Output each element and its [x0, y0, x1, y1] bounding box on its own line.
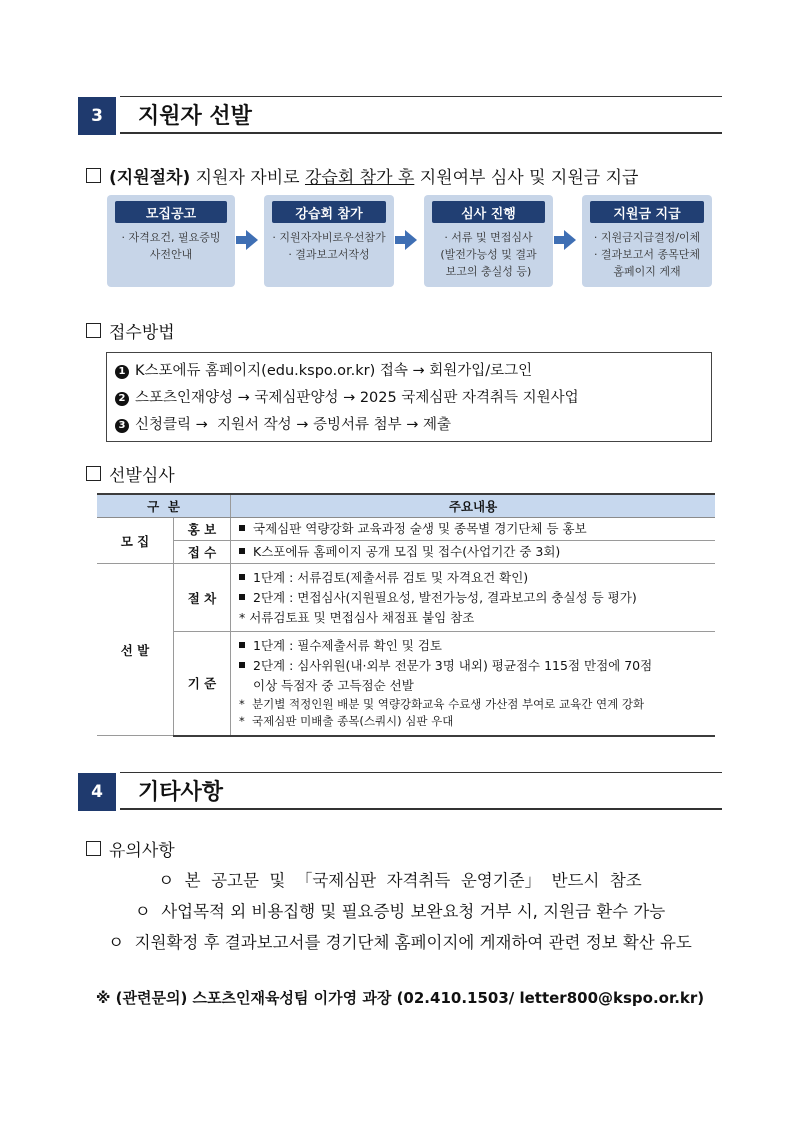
divider — [120, 96, 722, 97]
checkbox-bullet-icon — [86, 466, 101, 481]
arrow-right-icon — [246, 230, 258, 250]
square-bullet-icon — [239, 642, 245, 648]
flow-step-body — [424, 229, 553, 280]
arrow-right-icon — [564, 230, 576, 250]
procedure-label: (지원절차) — [109, 168, 191, 188]
table-row — [97, 564, 715, 632]
arrow-right-icon — [405, 230, 417, 250]
flow-step-body — [264, 229, 394, 263]
selection-title: 선발심사 — [109, 466, 175, 486]
flow-step-workshop — [264, 195, 394, 287]
notice-item: ㅇ 본 공고문 및 「국제심판 자격취득 운영기준」 반드시 참조 — [158, 871, 642, 890]
apply-step — [115, 413, 451, 434]
square-bullet-icon — [239, 548, 245, 554]
flow-step-line: · 자격요건, 필요증빙 — [121, 231, 221, 244]
row-label-procedure: 절 차 — [174, 564, 231, 632]
flow-step-body — [107, 229, 235, 263]
notice-heading — [86, 836, 175, 861]
apply-step-text: K스포에듀 홈페이지(edu.kspo.or.kr) 접속 → 회원가입/로그인 — [135, 363, 533, 379]
row-text: K스포에듀 홈페이지 공개 모집 및 접수(사업기간 중 3회) — [253, 544, 561, 559]
row-group-select: 선 발 — [97, 564, 174, 736]
table-row — [97, 632, 715, 736]
flow-step-line: · 결과보고서작성 — [288, 248, 370, 261]
apply-step-text: 신청클릭 → 지원서 작성 → 증빙서류 첨부 → 제출 — [135, 417, 452, 433]
table-header-row — [97, 494, 715, 518]
row-note: * 서류검토표 및 면접심사 채점표 붙임 참조 — [239, 609, 475, 625]
divider — [120, 808, 722, 810]
apply-method-heading — [86, 318, 175, 343]
flow-step-title: 모집공고 — [115, 201, 227, 223]
square-bullet-icon — [239, 525, 245, 531]
flow-step-title: 심사 진행 — [432, 201, 545, 223]
apply-step-text: 스포츠인재양성 → 국제심판양성 → 2025 국제심판 자격취득 지원사업 — [135, 390, 579, 406]
section-3-header — [78, 97, 722, 135]
procedure-underlined-text: 강습회 참가 후 — [304, 168, 415, 188]
section-title: 지원자 선발 — [138, 104, 252, 129]
flow-step-review — [424, 195, 553, 287]
row-content — [231, 518, 716, 541]
notice-item: ㅇ 사업목적 외 비용집행 및 필요증빙 보완요청 거부 시, 지원금 환수 가능 — [134, 902, 666, 921]
row-note: * 국제심판 미배출 종목(스쿼시) 심판 우대 — [239, 713, 454, 728]
step-number-badge: 2 — [115, 392, 129, 406]
divider — [120, 132, 722, 134]
section-4-header — [78, 773, 722, 811]
row-content — [231, 541, 716, 564]
section-title: 기타사항 — [138, 780, 224, 805]
divider — [120, 772, 722, 773]
flow-step-line: · 서류 및 면접심사 — [444, 231, 533, 244]
row-text: 2단계 : 심사위원(내·외부 전문가 3명 내외) 평균점수 115점 만점에 70점 — [253, 657, 653, 673]
notice-item: ㅇ 지원확정 후 결과보고서를 경기단체 홈페이지에 게재하여 관련 정보 확산 유도 — [108, 933, 692, 952]
square-bullet-icon — [239, 594, 245, 600]
notice-title: 유의사항 — [109, 841, 175, 861]
flow-step-payment — [582, 195, 712, 287]
row-text: 2단계 : 면접심사(지원필요성, 발전가능성, 결과보고의 충실성 등 평가) — [253, 589, 637, 605]
row-note: * 분기별 적정인원 배분 및 역량강화교육 수료생 가산점 부여로 교육간 연계 강화 — [239, 696, 645, 711]
contact-info: ※ (관련문의) 스포츠인재육성팀 이가영 과장 (02.410.1503/ letter800@kspo.or.kr) — [95, 989, 705, 1007]
row-label-receipt: 접 수 — [174, 541, 231, 564]
step-number-badge: 3 — [115, 419, 129, 433]
flow-step-title: 지원금 지급 — [590, 201, 704, 223]
procedure-text: 지원자 자비로 — [190, 168, 305, 188]
checkbox-bullet-icon — [86, 841, 101, 856]
row-label-criteria: 기 준 — [174, 632, 231, 736]
apply-method-title: 접수방법 — [109, 323, 175, 343]
row-content — [231, 632, 716, 736]
flow-step-line: 사전안내 — [149, 248, 193, 261]
row-label-promo: 홍 보 — [174, 518, 231, 541]
step-number-badge: 1 — [115, 365, 129, 379]
procedure-text: 지원여부 심사 및 지원금 지급 — [414, 168, 639, 188]
row-text: 이상 득점자 중 고득점순 선발 — [253, 677, 414, 693]
row-text: 1단계 : 서류검토(제출서류 검토 및 자격요건 확인) — [253, 569, 529, 585]
row-content — [231, 564, 716, 632]
flow-step-line: · 지원금지급결정/이체 — [593, 231, 701, 244]
apply-step — [115, 359, 532, 380]
section-number: 4 — [78, 773, 116, 811]
flow-step-body — [582, 229, 712, 280]
row-group-recruit: 모 집 — [97, 518, 174, 564]
header-category: 구 분 — [97, 494, 231, 518]
checkbox-bullet-icon — [86, 168, 101, 183]
square-bullet-icon — [239, 662, 245, 668]
flow-step-recruit-notice — [107, 195, 235, 287]
header-content: 주요내용 — [231, 494, 716, 518]
flow-step-title: 강습회 참가 — [272, 201, 386, 223]
table-row — [97, 518, 715, 541]
procedure-heading — [86, 163, 638, 188]
apply-method-box — [106, 352, 712, 442]
table-row — [97, 541, 715, 564]
flow-step-line: · 지원자자비로우선참가 — [272, 231, 386, 244]
section-number: 3 — [78, 97, 116, 135]
flow-step-line: (발전가능성 및 결과 — [440, 248, 537, 261]
row-text: 국제심판 역량강화 교육과정 술생 및 종목별 경기단체 등 홍보 — [253, 521, 587, 536]
selection-table — [97, 493, 715, 737]
selection-heading — [86, 461, 175, 486]
flow-step-line: 홈페이지 게재 — [613, 265, 681, 278]
row-text: 1단계 : 필수제출서류 확인 및 검토 — [253, 637, 443, 653]
flow-step-line: · 결과보고서 종목단체 — [593, 248, 701, 261]
square-bullet-icon — [239, 574, 245, 580]
checkbox-bullet-icon — [86, 323, 101, 338]
apply-step — [115, 386, 579, 407]
flow-step-line: 보고의 충실성 등) — [445, 265, 532, 278]
